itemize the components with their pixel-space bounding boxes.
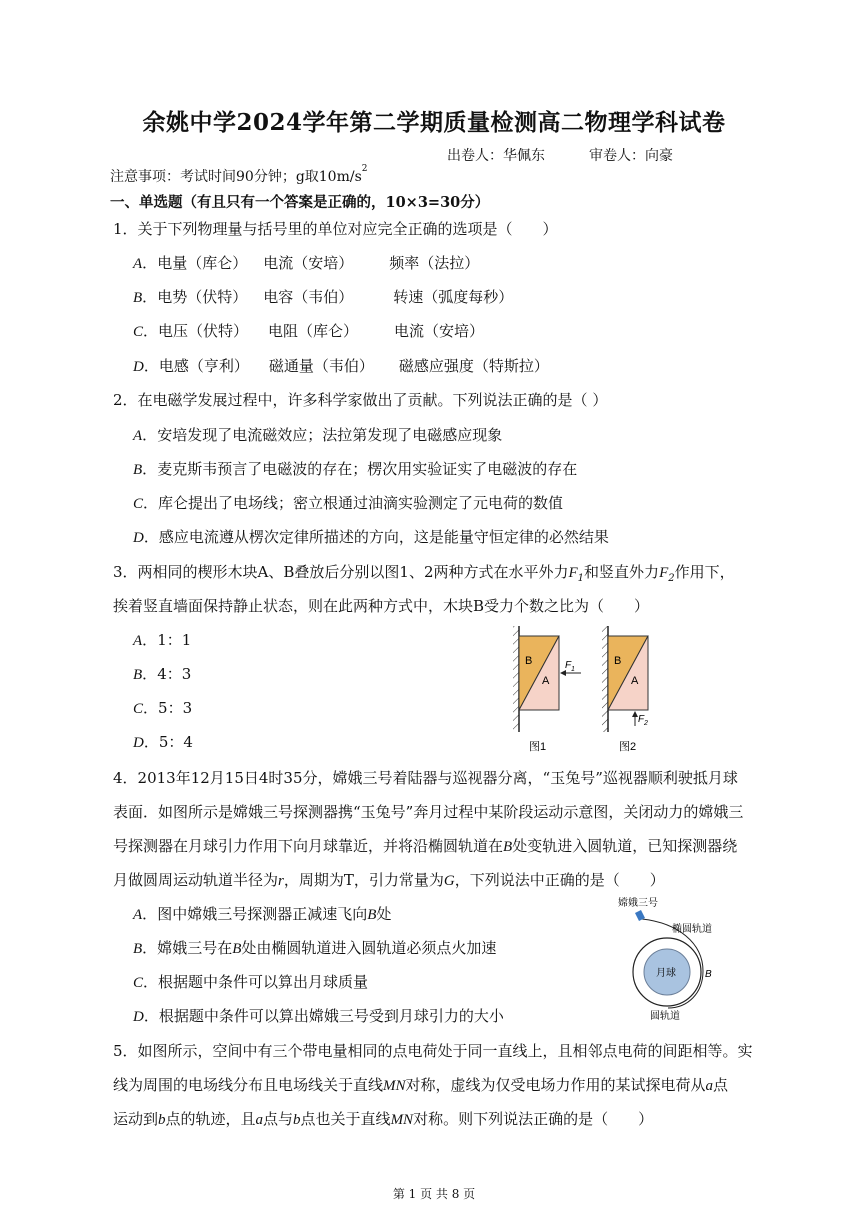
q5-text: 运动到	[113, 1110, 159, 1128]
wedge-blocks-figure	[505, 618, 670, 758]
option-letter: C	[133, 324, 144, 340]
q3-option-a: A．1：1	[133, 631, 192, 649]
q2-stem: 2．在电磁学发展过程中，许多科学家做出了贡献。下列说法正确的是（ ）	[113, 391, 608, 409]
option-text: 嫦娥三号在	[157, 939, 233, 957]
point-b: B	[367, 907, 377, 923]
probe-label: 嫦娥三号	[618, 898, 658, 909]
q5-text: 点	[713, 1076, 729, 1094]
setter-label: 出卷人：华佩东	[447, 148, 545, 164]
point-a: a	[255, 1112, 264, 1128]
force-label-2-sub: 2	[644, 720, 648, 727]
q4-option-d: D．根据题中条件可以算出嫦娥三号受到月球引力的大小	[133, 1007, 504, 1025]
ellipse-label: 椭圆轨道	[672, 924, 712, 935]
option-part: 磁感应强度（特斯拉）	[398, 357, 549, 375]
q1-option-a: A．电量（库仑） 电流（安培） 频率（法拉）	[133, 254, 480, 272]
option-text: 4：3	[157, 665, 192, 683]
force-f2: F	[659, 565, 669, 581]
option-letter: A	[133, 907, 143, 923]
option-text: 5：3	[158, 699, 193, 717]
q5-text: 点与	[263, 1110, 294, 1128]
q2-option-d: D．感应电流遵从楞次定律所描述的方向，这是能量守恒定律的必然结果	[133, 528, 609, 546]
point-b-label: B	[705, 969, 712, 980]
option-text: 1：1	[157, 631, 192, 649]
option-part: 电阻（库仑）	[268, 322, 359, 340]
option-part: 电流（安培）	[394, 322, 485, 340]
q4-option-c: C．根据题中条件可以算出月球质量	[133, 973, 369, 991]
option-letter: D	[133, 735, 144, 751]
option-letter: D	[133, 359, 144, 375]
point-a: a	[705, 1078, 714, 1094]
q4-stem-line2: 表面．如图所示是嫦娥三号探测器携“玉兔号”奔月过程中某阶段运动示意图，关闭动力的嫦娥三	[113, 803, 744, 821]
q4-text: 月做圆周运动轨道半径为	[113, 871, 279, 889]
q5-text: 点也关于直线	[300, 1110, 391, 1128]
wall-hatch	[602, 626, 608, 732]
force-label-1: F	[565, 660, 572, 671]
q3-stem-line1	[113, 561, 735, 584]
q1-option-b: B．电势（伏特） 电容（韦伯） 转速（弧度每秒）	[133, 288, 514, 306]
option-letter: B	[133, 941, 143, 957]
label-b-2: B	[614, 655, 622, 667]
circle-label: 圆轨道	[650, 1011, 680, 1022]
notes-sup: 2	[361, 164, 368, 174]
option-part: 转速（弧度每秒）	[393, 288, 514, 306]
option-text: 图中嫦娥三号探测器正减速飞向	[157, 905, 368, 923]
force-label-1-sub: 1	[571, 666, 575, 673]
page-footer: 第 1 页 共 8 页	[392, 1187, 476, 1201]
q5-stem-line3	[113, 1108, 653, 1129]
var-g: G	[443, 873, 455, 889]
line-mn: MN	[390, 1112, 414, 1128]
q3-option-c: C．5：3	[133, 699, 193, 717]
force-label-2: F	[638, 714, 645, 725]
option-letter: B	[133, 667, 143, 683]
q4-stem-line3	[113, 835, 737, 856]
option-part: 电容（韦伯）	[263, 288, 354, 306]
q1-option-c: C．电压（伏特） 电阻（库仑） 电流（安培）	[133, 322, 485, 340]
option-part: 磁通量（韦伯）	[268, 357, 374, 375]
option-letter: C	[133, 701, 144, 717]
q4-text: ，下列说法中正确的是（ ）	[454, 871, 665, 889]
q3-text: 3．两相同的楔形木块A、B叠放后分别以图1、2两种方式在水平外力	[113, 563, 569, 581]
force-f1: F	[568, 565, 578, 581]
q4-text: 号探测器在月球引力作用下向月球靠近，并将沿椭圆轨道在	[113, 837, 504, 855]
q4-stem-line1: 4．2013年12月15日4时35分，嫦娥三号着陆器与巡视器分离，“玉兔号”巡视器顺利驶抵月球	[113, 769, 738, 787]
line-mn: MN	[383, 1078, 406, 1094]
option-text: 根据题中条件可以算出嫦娥三号受到月球引力的大小	[158, 1007, 504, 1025]
point-b: b	[293, 1112, 301, 1128]
option-text: 感应电流遵从楞次定律所描述的方向，这是能量守恒定律的必然结果	[158, 528, 609, 546]
force-f2-sub: 2	[668, 573, 675, 584]
q1-option-d: D．电感（亨利） 磁通量（韦伯） 磁感应强度（特斯拉）	[133, 357, 549, 375]
option-part: 频率（法拉）	[389, 254, 480, 272]
option-part: 电压（伏特）	[158, 322, 249, 340]
option-letter: A	[133, 256, 143, 272]
notes-text: 注意事项：考试时间90分钟；g取10m/s	[110, 169, 362, 185]
option-part: 电量（库仑）	[157, 254, 248, 272]
option-part: 电流（安培）	[263, 254, 354, 272]
q5-stem-line2	[113, 1074, 728, 1095]
q5-text: 点的轨迹，且	[165, 1110, 256, 1128]
q3-text: 和竖直外力	[584, 563, 660, 581]
option-text: 根据题中条件可以算出月球质量	[158, 973, 369, 991]
option-text: 麦克斯韦预言了电磁波的存在；楞次用实验证实了电磁波的存在	[157, 460, 578, 478]
q4-option-b: B．嫦娥三号在B处由椭圆轨道进入圆轨道必须点火加速	[133, 939, 497, 957]
q3-option-b: B．4：3	[133, 665, 192, 683]
authors-line	[447, 145, 673, 165]
option-part: 电感（亨利）	[158, 357, 249, 375]
caption-1: 图1	[529, 741, 547, 753]
option-letter: B	[133, 290, 143, 306]
page-title: 余姚中学2024学年第二学期质量检测高二物理学科试卷	[142, 109, 726, 136]
q3-text: 作用下，	[674, 563, 735, 581]
point-b: b	[158, 1112, 166, 1128]
label-a-1: A	[542, 675, 550, 687]
option-text: 5：4	[158, 733, 193, 751]
option-part: 电势（伏特）	[157, 288, 248, 306]
q5-text: 对称。则下列说法正确的是（ ）	[413, 1110, 654, 1128]
reviewer-label: 审卷人：向豪	[589, 148, 673, 164]
exam-notes	[110, 166, 368, 186]
option-letter: D	[133, 530, 144, 546]
q4-stem-line4	[113, 869, 665, 890]
option-letter: A	[133, 428, 143, 444]
q4-text: ，周期为T，引力常量为	[283, 871, 444, 889]
q5-text: 线为周围的电场线分布且电场线关于直线	[113, 1076, 384, 1094]
q2-option-b: B．麦克斯韦预言了电磁波的存在；楞次用实验证实了电磁波的存在	[133, 460, 578, 478]
label-a-2: A	[631, 675, 639, 687]
var-r: r	[278, 873, 284, 889]
option-letter: C	[133, 496, 144, 512]
option-letter: B	[133, 462, 143, 478]
q3-stem-line2: 挨着竖直墙面保持静止状态，则在此两种方式中，木块B受力个数之比为（ ）	[113, 597, 650, 615]
force-f1-sub: 1	[577, 573, 585, 584]
lunar-orbit-figure	[608, 893, 728, 1023]
point-b: B	[503, 839, 513, 855]
q4-text: 处变轨进入圆轨道，已知探测器绕	[512, 837, 738, 855]
q4-option-a: A．图中嫦娥三号探测器正减速飞向B处	[133, 905, 392, 923]
caption-2: 图2	[619, 741, 637, 753]
option-letter: D	[133, 1009, 144, 1025]
option-letter: C	[133, 975, 144, 991]
q3-option-d: D．5：4	[133, 733, 193, 751]
section-heading: 一、单选题（有且只有一个答案是正确的，10×3=30分）	[110, 194, 490, 211]
q2-option-a: A．安培发现了电流磁效应；法拉第发现了电磁感应现象	[133, 426, 503, 444]
option-text: 安培发现了电流磁效应；法拉第发现了电磁感应现象	[157, 426, 503, 444]
option-letter: A	[133, 633, 143, 649]
option-text: 处	[376, 905, 392, 923]
label-b-1: B	[525, 655, 533, 667]
moon-label: 月球	[656, 968, 676, 979]
q1-stem: 1．关于下列物理量与括号里的单位对应完全正确的选项是（ ）	[113, 220, 558, 238]
option-text: 处由椭圆轨道进入圆轨道必须点火加速	[241, 939, 497, 957]
wall-hatch	[513, 626, 519, 732]
option-text: 库仑提出了电场线；密立根通过油滴实验测定了元电荷的数值	[158, 494, 564, 512]
q5-text: 对称，虚线为仅受电场力作用的某试探电荷从	[405, 1076, 706, 1094]
point-b: B	[232, 941, 242, 957]
q5-stem-line1: 5．如图所示，空间中有三个带电量相同的点电荷处于同一直线上，且相邻点电荷的间距相等。实	[113, 1042, 753, 1060]
q2-option-c: C．库仑提出了电场线；密立根通过油滴实验测定了元电荷的数值	[133, 494, 564, 512]
